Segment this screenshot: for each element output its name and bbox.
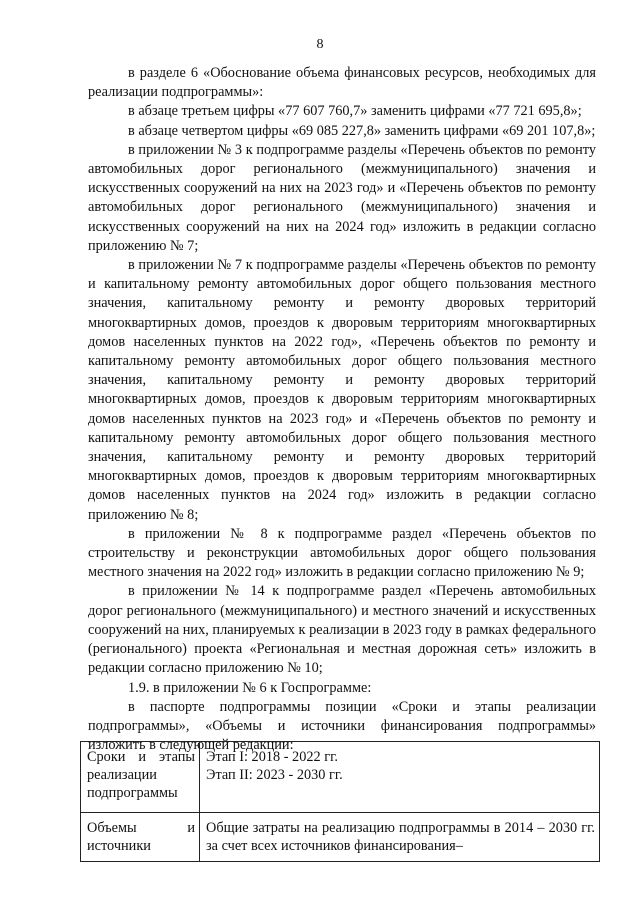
- paragraph-appendix7: в приложении № 7 к подпрограмме разделы «Перечень объектов по ремонту и капитальному ремонту автомобильных дорог общего пользования местного значения, капитальному ремонту и ремонту дворовых территорий многоквартирных домов, проездов к дворовым территориям многоквартирных домов населенных пунктов на 2022 год», «Перечень объектов по ремонту и капитальному ремонту автомобильных дорог общего пользования местного значения, капитальному ремонту и ремонту дворовых территорий многоквартирных домов, проездов к дворовым территориям многоквартирных домов населенных пунктов на 2023 год» и «Перечень объектов по ремонту и капитальному ремонту автомобильных дорог общего пользования местного значения, капитальному ремонту и ремонту дворовых территорий многоквартирных домов, проездов к дворовым территориям многоквартирных домов населенных пунктов на 2024 год» изложить в редакции согласно приложению № 8;: [88, 257, 596, 523]
- table-cell-value: [200, 742, 600, 813]
- page-number: 8: [316, 37, 324, 52]
- paragraph-section6: в разделе 6 «Обоснование объема финансовых ресурсов, необходимых для реализации подпрограммы»:: [88, 65, 596, 101]
- paragraph-appendix14: в приложении № 14 к подпрограмме раздел «Перечень автомобильных дорог регионального (межмуниципального) и местного значений и искусственных сооружений на них, планируемых к реализации в 2023 году в рамках федерального (регионального) проекта «Региональная и местная дорожная сеть» изложить в редакции согласно приложению № 10;: [88, 583, 596, 677]
- table-row: [81, 742, 600, 813]
- table-cell-label: [81, 742, 200, 813]
- paragraph-abzac4: в абзаце четвертом цифры «69 085 227,8» заменить цифрами «69 201 107,8»;: [128, 122, 596, 139]
- paragraph-abzac3: в абзаце третьем цифры «77 607 760,7» заменить цифрами «77 721 695,8»;: [128, 103, 582, 120]
- paragraph-appendix8: в приложении № 8 к подпрограмме раздел «Перечень объектов по строительству и реконструкции автомобильных дорог общего пользования местного значения на 2022 год» изложить в редакции согласно приложению № 9;: [88, 525, 596, 581]
- stage-1: Этап I: 2018 - 2022 гг.: [206, 749, 338, 765]
- label-volumes: Объемы и источники: [87, 820, 195, 854]
- financing-text: Общие затраты на реализацию подпрограммы в 2014 – 2030 гг. за счет всех источников финансирования–: [206, 820, 595, 854]
- paragraph-passport: в паспорте подпрограммы позиции «Сроки и этапы реализации подпрограммы», «Объемы и источники финансирования подпрограммы» изложить в следующей редакции:: [88, 698, 596, 754]
- document-body: [88, 64, 596, 755]
- passport-table: [80, 741, 600, 862]
- paragraph-appendix3: в приложении № 3 к подпрограмме разделы «Перечень объектов по ремонту автомобильных дорог регионального (межмуниципального) значения и искусственных сооружений на них на 2023 год» и «Перечень объектов по ремонту автомобильных дорог регионального (межмуниципального) значения и искусственных сооружений на них на 2024 год» изложить в редакции согласно приложению № 7;: [88, 141, 596, 254]
- table-row: [81, 813, 600, 862]
- stage-2: Этап II: 2023 - 2030 гг.: [206, 767, 343, 783]
- label-terms: Сроки и этапы реализации подпрограммы: [87, 749, 195, 801]
- paragraph-1-9: 1.9. в приложении № 6 к Госпрограмме:: [128, 679, 372, 696]
- table-cell-label: [81, 813, 200, 862]
- table-cell-value: [200, 813, 600, 862]
